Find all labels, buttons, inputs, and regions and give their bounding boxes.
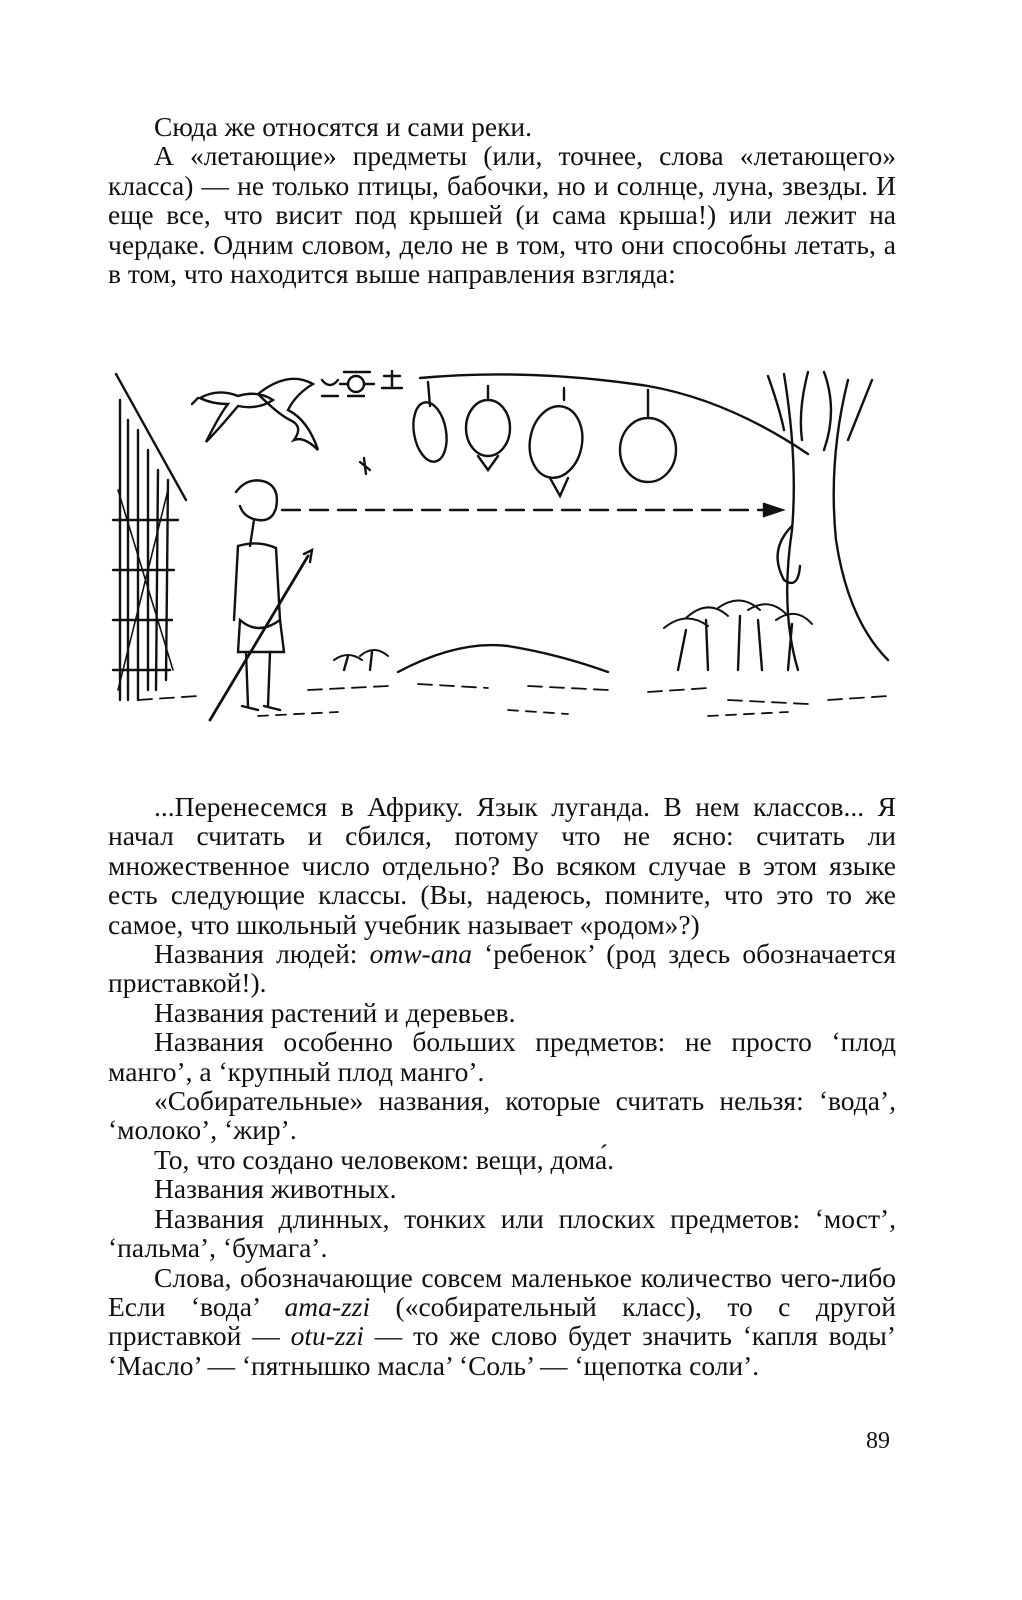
- man-drawing: [210, 480, 312, 720]
- word-ama-zzi: ama-zzi: [284, 1290, 371, 1322]
- sky-symbols-drawing: [322, 370, 402, 396]
- bird-of-paradise-drawing: [258, 379, 370, 474]
- gaze-direction-illustration: [108, 370, 896, 740]
- class-collective: «Собирательные» названия, которые считать нельзя: ‘вода’, ‘молоко’, ‘жир’.: [108, 1085, 896, 1146]
- class-people-prefix: Названия людей:: [154, 938, 370, 970]
- class-small-text-3: — то же слово будет значить ‘капля воды’ ‘Масло’ — ‘пятнышко масла’ ‘Соль’ — ‘щепотка соли’.: [108, 1320, 897, 1381]
- class-long-objects: Названия длинных, тонких или плоских предметов: ‘мост’, ‘пальма’, ‘бумага’.: [108, 1202, 896, 1264]
- class-small-text-1: Слова, обозначающие совсем маленькое количество чего-либо Если ‘вода’: [108, 1261, 896, 1322]
- class-manmade: То, что создано человеком: вещи, дома́.: [154, 1143, 615, 1175]
- class-big-objects: Названия особенно больших предметов: не просто ‘плод манго’, а ‘крупный плод манго’.: [108, 1026, 896, 1087]
- tree-drawing: [768, 372, 888, 670]
- gaze-arrow: [282, 504, 782, 516]
- bottom-text-block: [108, 792, 896, 1380]
- paragraph-flying-class: А «летающие» предметы (или, точнее, слова «летающего» класса) — не только птицы, бабочки, но и солнце, луна, звезды. И еще все, что висит под крышей (и сама крыша!) или лежит на чердаке. Одним словом, дело не в том, что они способны летать, а в том, что находится выше направления взгляда:: [108, 140, 896, 290]
- top-text-block: [108, 112, 896, 288]
- hut-drawing: [113, 374, 186, 700]
- class-small-quantity: [108, 1263, 896, 1381]
- word-omw-ana: omw-ana: [369, 938, 472, 970]
- word-otu-zzi: otu-zzi: [290, 1320, 364, 1352]
- class-small-text-2: («собирательный класс), то с другой приставкой —: [108, 1290, 897, 1352]
- bird-drawing: [192, 392, 273, 442]
- branch-with-fish-drawing: [409, 374, 808, 496]
- paragraph-rivers: Сюда же относятся и сами реки.: [154, 111, 533, 142]
- class-animals: Названия животных.: [154, 1173, 397, 1205]
- page-number: 89: [866, 1428, 890, 1454]
- class-people: [108, 939, 896, 998]
- ground-drawing: [138, 645, 888, 716]
- class-plants: Названия растений и деревьев.: [154, 996, 516, 1028]
- paragraph-africa: ...Перенесемся в Африку. Язык луганда. В нем классов... Я начал считать и сбился, потому что не ясно: считать ли множественное число отдельно? Во всяком случае в этом языке есть следующие классы. (Вы, надеюсь, помните, что это то же самое, что школьный учебник называет «родом»?): [108, 791, 896, 940]
- class-people-suffix: ‘ребенок’ (род здесь обозначается приставкой!).: [108, 938, 896, 999]
